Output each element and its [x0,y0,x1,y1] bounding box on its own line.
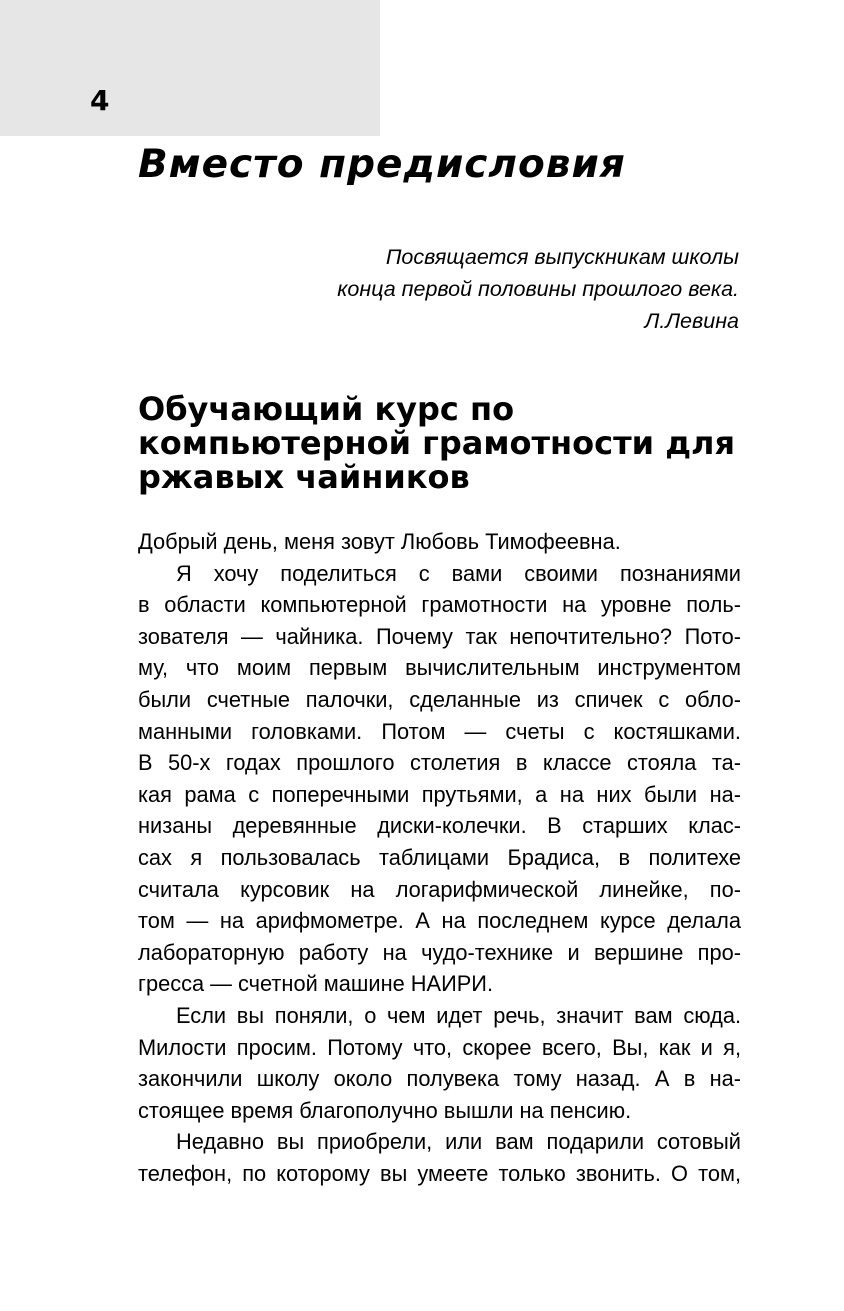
epigraph-line: Посвящается выпускникам школы [385,245,739,269]
body-line: Я хочу поделиться с вами своими познаниями [176,560,741,586]
body-line: стоящее время благополучно вышли на пенсию. [138,1097,632,1123]
page-number: 4 [90,84,110,117]
section-heading [138,392,778,494]
page-number-tab [0,0,380,136]
body-line: закончили школу около полувека тому назад. А в на- [138,1066,741,1092]
body-line: телефон, по которому вы умеете только звонить. О том, [138,1160,741,1186]
chapter-title: Вместо предисловия [138,142,626,187]
body-line: в области компьютерной грамотности на уровне поль- [138,592,741,618]
body-line: зователя — чайника. Почему так непочтительно? Пото- [138,623,741,649]
body-line: Добрый день, меня зовут Любовь Тимофеевна. [138,529,621,554]
body-line: Недавно вы приобрели, или вам подарили сотовый [176,1129,741,1155]
body-line: сах я пользовалась таблицами Брадиса, в политехе [138,844,741,870]
body-line: были счетные палочки, сделанные из спичек с обло- [138,686,741,712]
section-heading-line: компьютерной грамотности для [138,424,736,462]
body-line: лабораторную работу на чудо-технике и вершине про- [138,939,741,965]
epigraph-author: Л.Левина [644,309,739,333]
section-heading-line: Обучающий курс по [138,390,515,428]
body-line: манными головками. Потом — счеты с костяшками. [138,718,741,744]
body-line: В 50-х годах прошлого столетия в классе стояла та- [138,750,741,776]
body-text [138,526,741,1189]
body-line: том — на арифмометре. А на последнем курсе делала [138,908,741,934]
body-line: Милости просим. Потому что, скорее всего, Вы, как и я, [138,1034,741,1060]
body-line: му, что моим первым вычислительным инструментом [138,655,741,681]
section-heading-line: ржавых чайников [138,458,470,496]
epigraph [179,241,739,337]
body-line: кая рама с поперечными прутьями, а на них были на- [138,781,741,807]
epigraph-line: конца первой половины прошлого века. [337,277,739,301]
body-line: Если вы поняли, о чем идет речь, значит вам сюда. [176,1002,741,1028]
body-line: считала курсовик на логарифмической линейке, по- [138,876,741,902]
body-line: гресса — счетной машине НАИРИ. [138,971,493,997]
body-line: низаны деревянные диски-колечки. В старших клас- [138,813,741,839]
